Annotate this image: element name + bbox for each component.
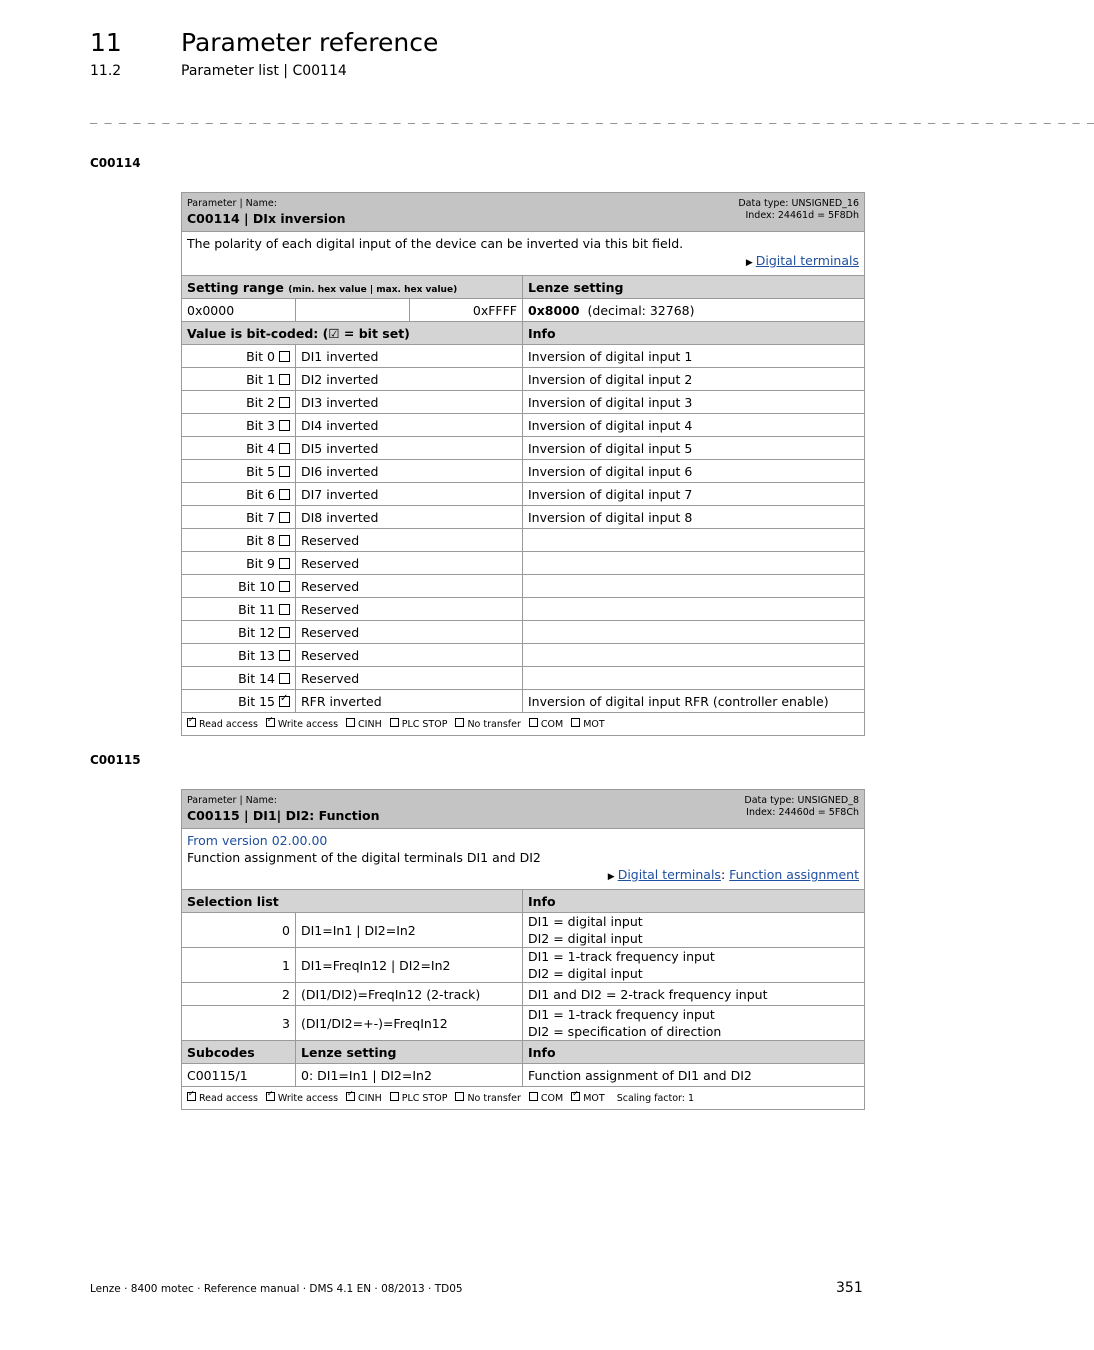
bit-name: Reserved	[296, 552, 523, 575]
arrow-right-icon: ▶	[607, 872, 615, 882]
bit-label: Bit 0	[182, 345, 296, 368]
bit-info	[523, 575, 865, 598]
bit-label: Bit 6	[182, 483, 296, 506]
access-row	[182, 1087, 865, 1110]
bit-name: DI7 inverted	[296, 483, 523, 506]
index: Index: 24460d = 5F8Ch	[746, 807, 859, 818]
selection-value: 1	[182, 948, 296, 983]
access-row	[182, 713, 865, 736]
bit-row	[182, 575, 865, 598]
bit-label: Bit 14	[182, 667, 296, 690]
bitcoded-header: Value is bit-coded: (☑ = bit set)	[182, 322, 523, 345]
bit-info: Inversion of digital input RFR (controller enable)	[523, 690, 865, 713]
access-flag: COM	[529, 1093, 563, 1104]
access-flag: ✓ CINH	[346, 1093, 382, 1104]
access-flag: ✓Read access	[187, 1093, 258, 1104]
bit-name: Reserved	[296, 598, 523, 621]
bit-info	[523, 621, 865, 644]
bit-name: Reserved	[296, 575, 523, 598]
access-flag: ✓ Write access	[266, 719, 338, 730]
min-value: 0x0000	[182, 299, 296, 322]
bit-name: DI4 inverted	[296, 414, 523, 437]
bit-name: DI1 inverted	[296, 345, 523, 368]
checkbox-icon	[279, 696, 290, 707]
checkbox-icon	[529, 718, 538, 727]
c00114-header	[182, 193, 865, 232]
bit-info	[523, 644, 865, 667]
bit-info	[523, 529, 865, 552]
lenze-setting-header: Lenze setting	[523, 276, 865, 299]
access-flag: ✓Read access	[187, 719, 258, 730]
checkbox-icon	[390, 718, 399, 727]
access-flag: ✓ MOT	[571, 1093, 604, 1104]
bit-info	[523, 667, 865, 690]
access-flag: No transfer	[455, 719, 520, 730]
checkbox-icon	[187, 718, 196, 727]
selection-list-header: Selection list	[182, 890, 523, 913]
info-header: Info	[523, 890, 865, 913]
checkbox-icon	[266, 1092, 275, 1101]
selection-name: DI1=In1 | DI2=In2	[296, 913, 523, 948]
selection-info: DI1 = 1-track frequency input DI2 = specification of direction	[523, 1006, 865, 1041]
checkbox-icon	[279, 673, 290, 684]
bit-label: Bit 15✓	[182, 690, 296, 713]
header-label: Parameter | Name:	[187, 198, 277, 209]
bit-row	[182, 529, 865, 552]
checkbox-icon	[279, 581, 290, 592]
bit-info: Inversion of digital input 2	[523, 368, 865, 391]
checkbox-icon	[279, 489, 290, 500]
bit-name: DI3 inverted	[296, 391, 523, 414]
subcode: C00115/1	[182, 1064, 296, 1087]
checkbox-icon	[571, 718, 580, 727]
c00115-heading: C00115	[90, 753, 141, 767]
access-flag: PLC STOP	[390, 1093, 448, 1104]
description: Function assignment of the digital terminals DI1 and DI2	[187, 850, 541, 865]
bit-row	[182, 391, 865, 414]
selection-value: 3	[182, 1006, 296, 1041]
c00115-description-cell	[182, 829, 865, 890]
bit-info: Inversion of digital input 1	[523, 345, 865, 368]
data-type: Data type: UNSIGNED_16	[738, 198, 859, 209]
bit-row	[182, 506, 865, 529]
selection-info: DI1 = digital input DI2 = digital input	[523, 913, 865, 948]
bit-name: DI2 inverted	[296, 368, 523, 391]
bit-info	[523, 598, 865, 621]
bit-label: Bit 10	[182, 575, 296, 598]
checkbox-icon	[346, 718, 355, 727]
selection-name: (DI1/DI2=+-)=FreqIn12	[296, 1006, 523, 1041]
data-type: Data type: UNSIGNED_8	[744, 795, 859, 806]
digital-terminals-link[interactable]: Digital terminals	[755, 253, 859, 268]
bit-name: Reserved	[296, 667, 523, 690]
section-title: Parameter list | C00114	[181, 63, 347, 79]
bit-row	[182, 345, 865, 368]
bit-name: DI6 inverted	[296, 460, 523, 483]
bit-name: Reserved	[296, 621, 523, 644]
checkbox-icon	[279, 420, 290, 431]
bit-row	[182, 414, 865, 437]
bit-info	[523, 552, 865, 575]
bit-row	[182, 437, 865, 460]
bit-row	[182, 621, 865, 644]
bit-name: Reserved	[296, 644, 523, 667]
chapter-number: 11	[90, 28, 122, 57]
bit-row	[182, 368, 865, 391]
header-label: Parameter | Name:	[187, 795, 277, 806]
checkbox-icon	[266, 718, 275, 727]
bit-row	[182, 667, 865, 690]
subcode-setting: 0: DI1=In1 | DI2=In2	[296, 1064, 523, 1087]
selection-name: DI1=FreqIn12 | DI2=In2	[296, 948, 523, 983]
bit-name: RFR inverted	[296, 690, 523, 713]
bit-label: Bit 4	[182, 437, 296, 460]
data-type-info	[744, 795, 859, 819]
arrow-right-icon: ▶	[745, 258, 753, 268]
checkbox-icon	[571, 1092, 580, 1101]
page-number: 351	[836, 1280, 863, 1296]
setting-range-header: Setting range (min. hex value | max. hex value)	[182, 276, 523, 299]
parameter-name: C00114 | DIx inversion	[187, 211, 346, 226]
c00114-table	[181, 192, 865, 736]
checkbox-icon	[455, 1092, 464, 1101]
bit-label: Bit 7	[182, 506, 296, 529]
bit-row	[182, 460, 865, 483]
footer-text: Lenze · 8400 motec · Reference manual · DMS 4.1 EN · 08/2013 · TD05	[90, 1283, 463, 1295]
access-flag: COM	[529, 719, 563, 730]
selection-value: 0	[182, 913, 296, 948]
separator-line: _ _ _ _ _ _ _ _ _ _ _ _ _ _ _ _ _ _ _ _ _ _ _ _ _ _ _ _ _ _ _ _ _ _ _ _ _ _ _ _ _ _ _ _ _ _ _ _ _ _ _ _ _ _ _ _ _ _ _ _ _ _ _ _ _ _ _ _ _ _	[90, 110, 1094, 124]
index: Index: 24461d = 5F8Dh	[745, 210, 859, 221]
bit-name: Reserved	[296, 529, 523, 552]
description: The polarity of each digital input of the device can be inverted via this bit field.	[187, 236, 684, 251]
bit-label: Bit 5	[182, 460, 296, 483]
subcode-info: Function assignment of DI1 and DI2	[523, 1064, 865, 1087]
bit-name: DI5 inverted	[296, 437, 523, 460]
access-flag: ✓ Write access	[266, 1093, 338, 1104]
section-number: 11.2	[90, 63, 122, 79]
bit-label: Bit 3	[182, 414, 296, 437]
empty-cell	[296, 299, 410, 322]
checkbox-icon	[279, 558, 290, 569]
checkbox-icon	[279, 650, 290, 661]
checkbox-icon	[279, 374, 290, 385]
bit-label: Bit 11	[182, 598, 296, 621]
checkbox-icon	[279, 512, 290, 523]
bit-label: Bit 2	[182, 391, 296, 414]
digital-terminals-link[interactable]: Digital terminals	[617, 867, 721, 882]
lenze-setting-header: Lenze setting	[296, 1041, 523, 1064]
bit-info: Inversion of digital input 7	[523, 483, 865, 506]
bit-info: Inversion of digital input 6	[523, 460, 865, 483]
checkbox-icon	[279, 535, 290, 546]
checkbox-icon	[279, 466, 290, 477]
subcodes-header: Subcodes	[182, 1041, 296, 1064]
chapter-title: Parameter reference	[181, 28, 439, 57]
data-type-info	[738, 198, 859, 222]
bit-info: Inversion of digital input 5	[523, 437, 865, 460]
bit-row	[182, 644, 865, 667]
version-note: From version 02.00.00	[187, 833, 328, 848]
max-value: 0xFFFF	[410, 299, 523, 322]
bit-info: Inversion of digital input 8	[523, 506, 865, 529]
parameter-name: C00115 | DI1| DI2: Function	[187, 808, 380, 823]
access-flag: No transfer	[455, 1093, 520, 1104]
checkbox-icon	[279, 351, 290, 362]
c00114-heading: C00114	[90, 156, 141, 170]
lenze-value-cell: 0x8000 (decimal: 32768)	[523, 299, 865, 322]
checkbox-icon	[279, 397, 290, 408]
selection-value: 2	[182, 983, 296, 1006]
access-flag: CINH	[346, 719, 382, 730]
access-flag: MOT	[571, 719, 604, 730]
scaling-factor: Scaling factor: 1	[616, 1093, 695, 1104]
selection-info: DI1 and DI2 = 2-track frequency input	[523, 983, 865, 1006]
bit-row	[182, 598, 865, 621]
bit-info: Inversion of digital input 4	[523, 414, 865, 437]
checkbox-icon	[279, 443, 290, 454]
bit-row	[182, 552, 865, 575]
checkbox-icon	[279, 604, 290, 615]
bit-name: DI8 inverted	[296, 506, 523, 529]
bit-label: Bit 1	[182, 368, 296, 391]
bit-label: Bit 9	[182, 552, 296, 575]
checkbox-icon	[279, 627, 290, 638]
checkbox-icon	[390, 1092, 399, 1101]
bit-label: Bit 8	[182, 529, 296, 552]
checkbox-icon	[187, 1092, 196, 1101]
info-header: Info	[523, 322, 865, 345]
function-assignment-link[interactable]: Function assignment	[729, 867, 859, 882]
selection-name: (DI1/DI2)=FreqIn12 (2-track)	[296, 983, 523, 1006]
c00114-description-cell	[182, 232, 865, 276]
bit-row	[182, 483, 865, 506]
bit-row	[182, 690, 865, 713]
info-header: Info	[523, 1041, 865, 1064]
selection-info: DI1 = 1-track frequency input DI2 = digital input	[523, 948, 865, 983]
checkbox-icon	[529, 1092, 538, 1101]
checkbox-icon	[346, 1092, 355, 1101]
access-flag: PLC STOP	[390, 719, 448, 730]
checkbox-icon	[455, 718, 464, 727]
c00115-table	[181, 789, 865, 1110]
bit-label: Bit 12	[182, 621, 296, 644]
c00115-header	[182, 790, 865, 829]
link-separator: :	[720, 867, 730, 882]
bit-label: Bit 13	[182, 644, 296, 667]
bit-info: Inversion of digital input 3	[523, 391, 865, 414]
